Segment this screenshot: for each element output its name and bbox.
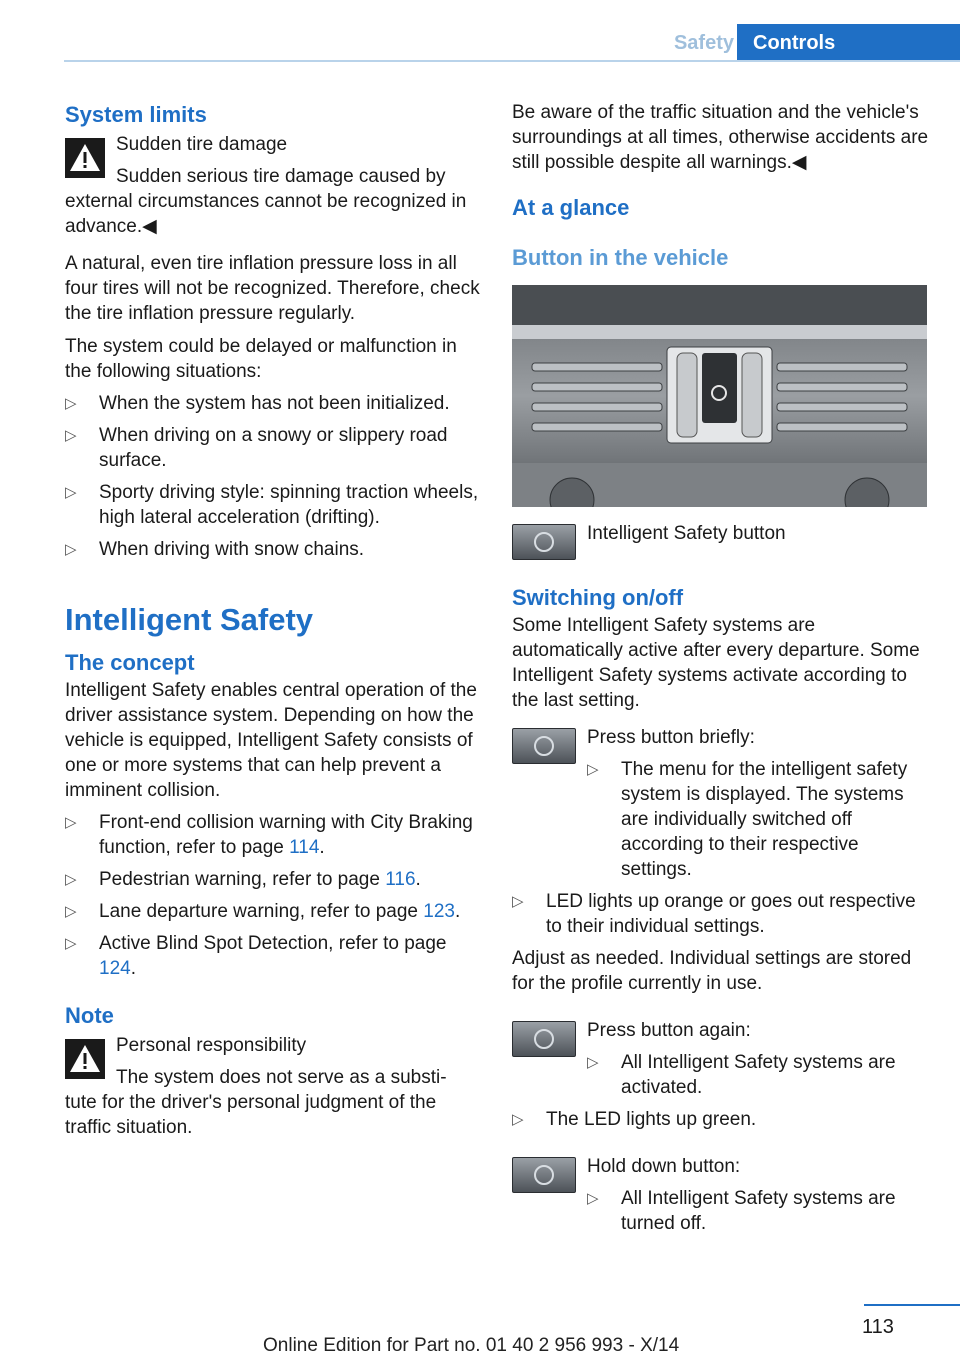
- led-green-list: [512, 1107, 930, 1132]
- vehicle-console-photo: [512, 285, 927, 507]
- section-tab-safety: Safety: [673, 32, 734, 54]
- heading-switching: Switching on/off: [512, 585, 684, 610]
- page-number: 113: [862, 1316, 894, 1338]
- warning-text-rest: tute for the driver's personal judgment of the traffic situation.: [65, 1092, 437, 1138]
- hold-down-label: Hold down button:: [587, 1156, 741, 1177]
- list-item: ▷ LED lights up orange or goes out respective to their individual settings.: [512, 891, 916, 937]
- paragraph-adjust: Adjust as needed. Individual settings are stored for the profile currently in use.: [512, 948, 912, 994]
- caption-row: [512, 521, 930, 561]
- list-item: ▷ When the system has not been initialized.: [65, 393, 450, 414]
- warning-icon: [65, 1039, 105, 1079]
- heading-button-in-vehicle: Button in the vehicle: [512, 245, 729, 270]
- warning-title: Sudden tire damage: [116, 134, 288, 155]
- press-briefly-row: [512, 725, 930, 882]
- warning-text-line: The system does not serve as a substi-: [116, 1067, 447, 1088]
- press-again-list: [587, 1050, 930, 1100]
- right-column: [512, 100, 930, 1243]
- bullet-triangle-icon: ▷: [65, 484, 77, 501]
- page-link-124[interactable]: 124: [99, 958, 131, 979]
- warning-text-line: Sudden serious tire damage caused by: [116, 166, 446, 187]
- press-briefly-list: [587, 757, 930, 882]
- list-item: ▷ When driving on a snowy or slippery road surface.: [65, 425, 448, 471]
- section-tab-controls: Controls: [737, 24, 960, 62]
- paragraph-switching: Some Intelligent Safety systems are automatically active after every departure. Some Intelligent Safety systems activate according to the last setting.: [512, 615, 920, 711]
- warning-personal-responsibility: [65, 1033, 480, 1140]
- warning-title: Personal responsibility: [116, 1035, 307, 1056]
- bullet-triangle-icon: ▷: [65, 935, 77, 952]
- list-item: ▷ Lane departure warning, refer to page 123.: [65, 901, 461, 922]
- bullet-triangle-icon: ▷: [65, 541, 77, 558]
- paragraph-delayed: The system could be delayed or malfunction in the following situations:: [65, 336, 457, 382]
- page-link-116[interactable]: 116: [385, 869, 416, 890]
- list-item: ▷ Active Blind Spot Detection, refer to page 124.: [65, 933, 447, 979]
- intelligent-safety-button-icon: [512, 1021, 576, 1057]
- left-column: [65, 100, 480, 1140]
- warning-icon: [65, 138, 105, 178]
- bullet-triangle-icon: ▷: [65, 814, 77, 831]
- heading-the-concept: The concept: [65, 650, 195, 675]
- list-item: ▷ Front-end collision warning with City Braking function, refer to page 114.: [65, 812, 473, 858]
- hold-down-row: [512, 1154, 930, 1236]
- bullet-triangle-icon: ▷: [587, 761, 599, 778]
- bullet-triangle-icon: ▷: [65, 395, 77, 412]
- heading-note: Note: [65, 1003, 114, 1028]
- intelligent-safety-button-icon: [512, 1157, 576, 1193]
- hold-down-list: [587, 1186, 930, 1236]
- press-briefly-label: Press button briefly:: [587, 727, 755, 748]
- list-item: ▷ The LED lights up green.: [512, 1109, 757, 1130]
- page-link-123[interactable]: 123: [423, 901, 455, 922]
- bullet-triangle-icon: ▷: [587, 1054, 599, 1071]
- list-item: ▷ All Intelligent Safety systems are activated.: [587, 1052, 896, 1098]
- page-link-114[interactable]: 114: [289, 837, 320, 858]
- led-orange-list: [512, 889, 930, 939]
- heading-system-limits: System limits: [65, 102, 207, 127]
- paragraph-concept: Intelligent Safety enables central operation of the driver assistance system. Depending on how the vehicle is equipped, Intelligent Safety consists of one or more systems that can help prevent a imminent collision.: [65, 680, 477, 801]
- warning-text-rest: external circumstances cannot be recognized in advance.◀: [65, 191, 467, 237]
- list-item: ▷ All Intelligent Safety systems are turned off.: [587, 1188, 896, 1234]
- footer-edition: Online Edition for Part no. 01 40 2 956 993 - X/14: [263, 1335, 680, 1356]
- paragraph-pressure-loss: A natural, even tire inflation pressure loss in all four tires will not be recognized. Therefore, check the tire inflation pressure regularly.: [65, 253, 480, 324]
- list-item: ▷ Sporty driving style: spinning traction wheels, high lateral acceleration (drifting).: [65, 482, 479, 528]
- bullet-triangle-icon: ▷: [65, 903, 77, 920]
- caption-text: Intelligent Safety button: [587, 523, 786, 544]
- bullet-triangle-icon: ▷: [512, 893, 524, 910]
- footer-divider: [864, 1304, 960, 1306]
- warning-tire-damage: [65, 132, 480, 239]
- press-again-row: [512, 1018, 930, 1100]
- list-item: ▷ When driving with snow chains.: [65, 539, 365, 560]
- bullet-triangle-icon: ▷: [512, 1111, 524, 1128]
- limits-list: [65, 391, 480, 562]
- bullet-triangle-icon: ▷: [65, 427, 77, 444]
- header-divider: [64, 60, 960, 62]
- bullet-triangle-icon: ▷: [65, 871, 77, 888]
- paragraph-intro: Be aware of the traffic situation and the vehicle's surroundings at all times, otherwise accidents are still possible despite all warnings.◀: [512, 102, 929, 173]
- press-again-label: Press button again:: [587, 1020, 751, 1041]
- intelligent-safety-button-icon: [512, 728, 576, 764]
- bullet-triangle-icon: ▷: [587, 1190, 599, 1207]
- intelligent-safety-button-icon: [512, 524, 576, 560]
- list-item: ▷ The menu for the intelligent safety system is displayed. The systems are individually switched off according to their respective settings.: [587, 759, 908, 880]
- heading-at-a-glance: At a glance: [512, 195, 630, 220]
- list-item: ▷ Pedestrian warning, refer to page 116.: [65, 869, 421, 890]
- systems-list: [65, 810, 480, 981]
- heading-intelligent-safety: Intelligent Safety: [65, 602, 314, 637]
